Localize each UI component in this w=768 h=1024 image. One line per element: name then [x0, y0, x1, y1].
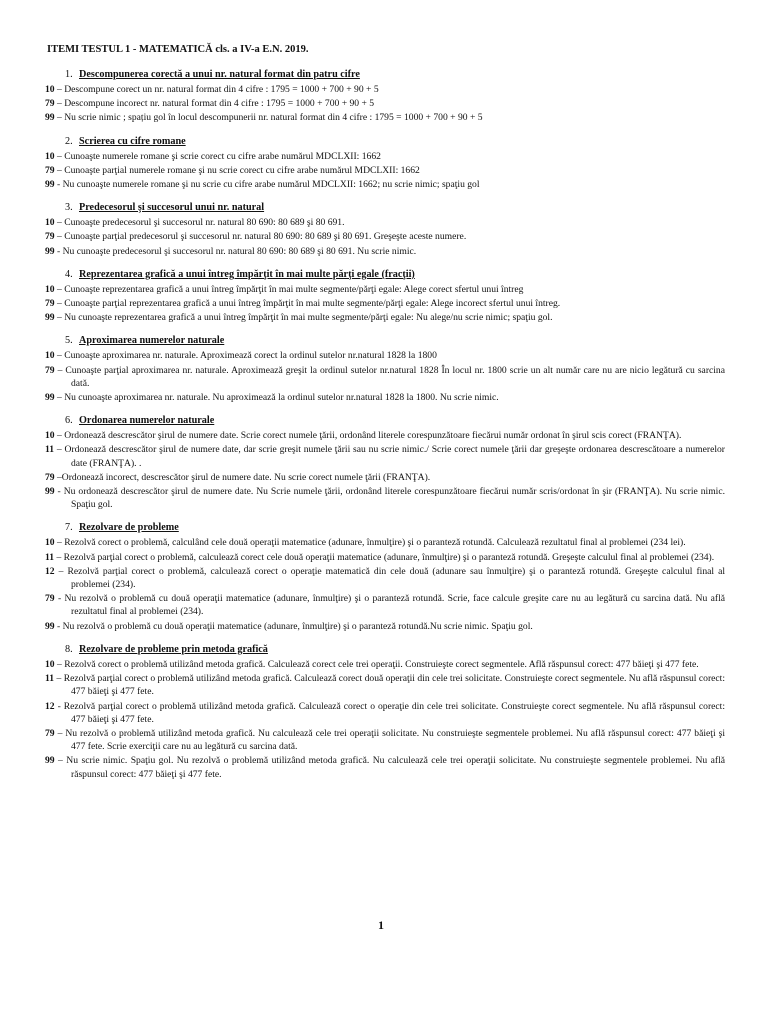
criterion-item	[45, 297, 725, 310]
criterion-text: – Descompune corect un nr. natural format din 4 cifre : 1795 = 1000 + 700 + 90 + 5	[54, 84, 379, 95]
section-6	[45, 415, 725, 511]
section-heading	[65, 644, 725, 655]
section-heading	[65, 269, 725, 280]
criterion-text: - Nu rezolvă o problemă cu două operaţii matematice (adunare, înmulţire) şi o paranteză rotundă. Scrie, face calcule greşite care nu au legătură cu sarcina dată. Nu află rezultatul final al problemei (234).	[54, 593, 725, 618]
criterion-item	[45, 349, 725, 362]
criterion-text: – Nu rezolvă o problemă utilizând metoda grafică. Nu calculează cele trei operaţii solicitate. Nu construieşte segmentele problemei. Nu află răspunsul corect: 477 băieţi şi 477 fete. Scrie exerciţii care nu au legătură cu sarcina dată.	[54, 727, 725, 753]
criterion-text: – Cunoaşte parţial aproximarea nr. naturale. Aproximează greşit la ordinul sutelor nr.natural 1828 În locul nr. 1800 scrie un alt număr care nu are nicio legătură cu sarcina dată.	[54, 364, 725, 389]
criterion-text: - Nu cunoaşte numerele romane şi nu scrie cu cifre arabe numărul MDCLXII: 1662; nu scrie nimic; spaţiu gol	[54, 179, 480, 191]
section-title: Ordonarea numerelor naturale	[79, 415, 215, 427]
criterion-text: –Ordonează incorect, descrescător şirul de numere date. Nu scrie corect numele ţării (FRANŢA).	[54, 471, 431, 483]
criterion-text: – Cunoaşte numerele romane şi scrie corect cu cifre arabe numărul MDCLXII: 1662	[54, 150, 381, 162]
criterion-item	[45, 230, 725, 243]
section-8	[45, 644, 725, 781]
criterion-item	[45, 311, 725, 324]
criterion-item	[45, 97, 725, 110]
section-heading	[65, 522, 725, 533]
score-code: 10	[45, 84, 55, 95]
score-code: 79	[45, 164, 55, 176]
score-code: 79	[45, 727, 55, 739]
criterion-text: – Rezolvă corect o problemă utilizând metoda grafică. Calculează corect cele trei operaţii. Construieşte corect segmentele. Află răspunsul corect: 477 băieţi şi 477 fete.	[54, 658, 699, 670]
criterion-text: - Nu ordonează descrescător şirul de numere date. Nu Scrie numele ţării, ordonând literele corespunzătoare fiecărui număr scris/ordonat în şir (FRANŢA). Nu scrie nimic. Spaţiu gol.	[54, 486, 725, 511]
section-number: 3.	[65, 202, 73, 214]
score-code: 99	[45, 112, 55, 124]
section-heading	[65, 136, 725, 147]
page-number: 1	[378, 918, 384, 932]
score-code: 99	[45, 245, 55, 257]
criterion-item	[45, 283, 725, 296]
section-5	[45, 335, 725, 404]
criterion-item	[45, 471, 725, 484]
criterion-text: – Cunoaşte reprezentarea grafică a unui întreg împărţit în mai multe segmente/părţi egale: Alege corect sfertul unui întreg	[54, 283, 524, 295]
criterion-text: – Nu cunoaşte reprezentarea grafică a unui întreg împărţit în mai multe segmente/părţi egale: Nu alege/nu scrie nimic; spaţiu gol.	[54, 312, 553, 324]
section-number: 4.	[65, 268, 73, 280]
section-1	[45, 69, 725, 125]
score-code: 79	[45, 593, 55, 605]
criterion-item	[45, 592, 725, 618]
section-heading	[65, 335, 725, 346]
section-number: 2.	[65, 135, 73, 147]
score-code: 99	[45, 755, 55, 767]
criterion-item	[45, 429, 725, 442]
criterion-item	[45, 565, 725, 591]
criterion-text: – Cunoaşte parţial reprezentarea grafică a unui întreg împărţit în mai multe segmente/părţi egale: Alege incorect sfertul unui întreg.	[54, 298, 561, 310]
criterion-item	[45, 658, 725, 671]
section-heading	[65, 202, 725, 213]
score-code: 11	[45, 444, 55, 456]
score-code: 79	[45, 364, 55, 376]
criterion-text: – Descompune incorect nr. natural format din 4 cifre : 1795 = 1000 + 700 + 90 + 5	[54, 98, 375, 110]
section-number: 7.	[65, 522, 73, 534]
section-heading	[65, 415, 725, 426]
section-2	[45, 136, 725, 192]
section-title: Aproximarea numerelor naturale	[79, 335, 225, 347]
criterion-text: – Rezolvă parţial corect o problemă, calculează corect cele două operaţii matematice (adunare, înmulţire) şi o paranteză rotundă. Greşeşte calculul final al problemei (234).	[54, 551, 715, 563]
score-code: 10	[45, 430, 55, 442]
criterion-item	[45, 164, 725, 177]
criterion-text: - Rezolvă parţial corect o problemă utilizând metoda grafică. Calculează corect o operaţie din cele trei solicitate. Construieşte corect segmentele. Nu află răspunsul corect: 477 băieţi şi 477 fete.	[54, 700, 725, 725]
criterion-item	[45, 391, 725, 404]
criterion-text: – Cunoaşte predecesorul şi succesorul nr. natural 80 690: 80 689 şi 80 691.	[54, 217, 345, 229]
score-code: 12	[45, 565, 55, 577]
criterion-text: – Ordonează descrescător şirul de numere date, dar scrie greşit numele ţării sau nu scrie nimic./ Scrie corect numele ţării dar greşeşte ordonarea descrescătoare a numerelor date (FRANŢA). .	[54, 444, 725, 469]
score-code: 11	[45, 673, 55, 685]
criterion-item	[45, 727, 725, 753]
criterion-text: – Cunoaşte parţial predecesorul şi succesorul nr. natural 80 690: 80 689 şi 80 691. Greşeşte aceste numere.	[54, 231, 467, 243]
criterion-item	[45, 364, 725, 390]
document-title: ITEMI TESTUL 1 - MATEMATICĂ cls. a IV-a E.N. 2019.	[47, 44, 309, 55]
score-code: 79	[45, 298, 55, 310]
section-title: Reprezentarea grafică a unui întreg împărţit în mai multe părţi egale (fracţii)	[79, 268, 415, 280]
criterion-text: – Nu cunoaşte aproximarea nr. naturale. Nu aproximează la ordinul sutelor nr.natural 1828 la 1800. Nu scrie nimic.	[54, 392, 499, 404]
score-code: 10	[45, 217, 55, 229]
criterion-item	[45, 178, 725, 191]
score-code: 12	[45, 700, 55, 712]
section-7	[45, 522, 725, 632]
score-code: 99	[45, 392, 55, 404]
score-code: 99	[45, 312, 55, 324]
criterion-item	[45, 111, 725, 124]
document-page	[45, 44, 725, 792]
criterion-item	[45, 216, 725, 229]
section-title: Predecesorul şi succesorul unui nr. natural	[79, 202, 265, 214]
criterion-item	[45, 754, 725, 780]
score-code: 99	[45, 486, 55, 498]
sections-container	[45, 69, 725, 781]
criterion-item	[45, 485, 725, 511]
criterion-text: - Nu rezolvă o problemă cu două operaţii matematice (adunare, înmulţire) şi o paranteză rotundă.Nu scrie nimic. Spaţiu gol.	[54, 620, 533, 632]
section-heading	[65, 69, 725, 80]
criterion-item	[45, 83, 725, 96]
section-number: 1.	[65, 69, 73, 80]
score-code: 99	[45, 620, 55, 632]
criterion-item	[45, 536, 725, 549]
criterion-text: – Ordonează descrescător şirul de numere date. Scrie corect numele ţării, ordonând literele corespunzătoare fiecărui număr ordonat în şirul scis corect (FRANŢA).	[54, 430, 682, 442]
score-code: 99	[45, 179, 55, 191]
section-number: 8.	[65, 643, 73, 655]
section-4	[45, 269, 725, 325]
criterion-item	[45, 551, 725, 564]
section-title: Rezolvare de probleme prin metoda grafică	[79, 643, 268, 655]
score-code: 10	[45, 150, 55, 162]
criterion-item	[45, 443, 725, 469]
criterion-item	[45, 672, 725, 698]
score-code: 11	[45, 551, 55, 563]
criterion-text: - Nu cunoaşte predecesorul şi succesorul nr. natural 80 690: 80 689 şi 80 691. Nu scrie nimic.	[54, 245, 417, 257]
section-3	[45, 202, 725, 258]
score-code: 10	[45, 350, 55, 362]
section-number: 5.	[65, 335, 73, 347]
score-code: 79	[45, 231, 55, 243]
criterion-item	[45, 150, 725, 163]
criterion-text: – Rezolvă parţial corect o problemă utilizând metoda grafică. Calculează corect două operaţii din cele trei solicitate. Construieşte corect segmentele. Nu află răspunsul corect: 477 băieţi şi 477 fete.	[54, 673, 725, 698]
criterion-text: – Nu scrie nimic. Spaţiu gol. Nu rezolvă o problemă utilizând metoda grafică. Nu calculează cele trei operaţii solicitate. Nu construieşte segmentele problemei. Nu află răspunsul corect: 477 băieţi şi 477 fete.	[54, 755, 725, 780]
score-code: 10	[45, 283, 55, 295]
section-title: Rezolvare de probleme	[79, 522, 179, 534]
score-code: 79	[45, 471, 55, 483]
score-code: 79	[45, 98, 55, 110]
section-title: Descompunerea corectă a unui nr. natural format din patru cifre	[79, 69, 360, 80]
criterion-text: – Cunoaşte parţial numerele romane şi nu scrie corect cu cifre arabe numărul MDCLXII: 1662	[54, 164, 420, 176]
criterion-text: – Rezolvă parţial corect o problemă, calculează corect o operaţie matematică din cele două (adunare sau înmulţire) şi o paranteză rotundă. Greşeşte calculul final al problemei (234).	[54, 565, 725, 591]
criterion-text: – Nu scrie nimic ; spațiu gol în locul descompunerii nr. natural format din 4 cifre : 1795 = 1000 + 700 + 90 + 5	[54, 112, 483, 124]
score-code: 10	[45, 537, 55, 549]
criterion-text: – Rezolvă corect o problemă, calculând cele două operaţii matematice (adunare, înmulţire) şi o paranteză rotundă. Calculează rezultatul final al problemei (234 lei).	[54, 537, 686, 549]
section-number: 6.	[65, 415, 73, 427]
criterion-item	[45, 700, 725, 726]
criterion-text: – Cunoaşte aproximarea nr. naturale. Aproximează corect la ordinul sutelor nr.natural 1828 la 1800	[54, 350, 437, 362]
score-code: 10	[45, 658, 55, 670]
criterion-item	[45, 620, 725, 633]
section-title: Scrierea cu cifre romane	[79, 135, 186, 147]
criterion-item	[45, 245, 725, 258]
